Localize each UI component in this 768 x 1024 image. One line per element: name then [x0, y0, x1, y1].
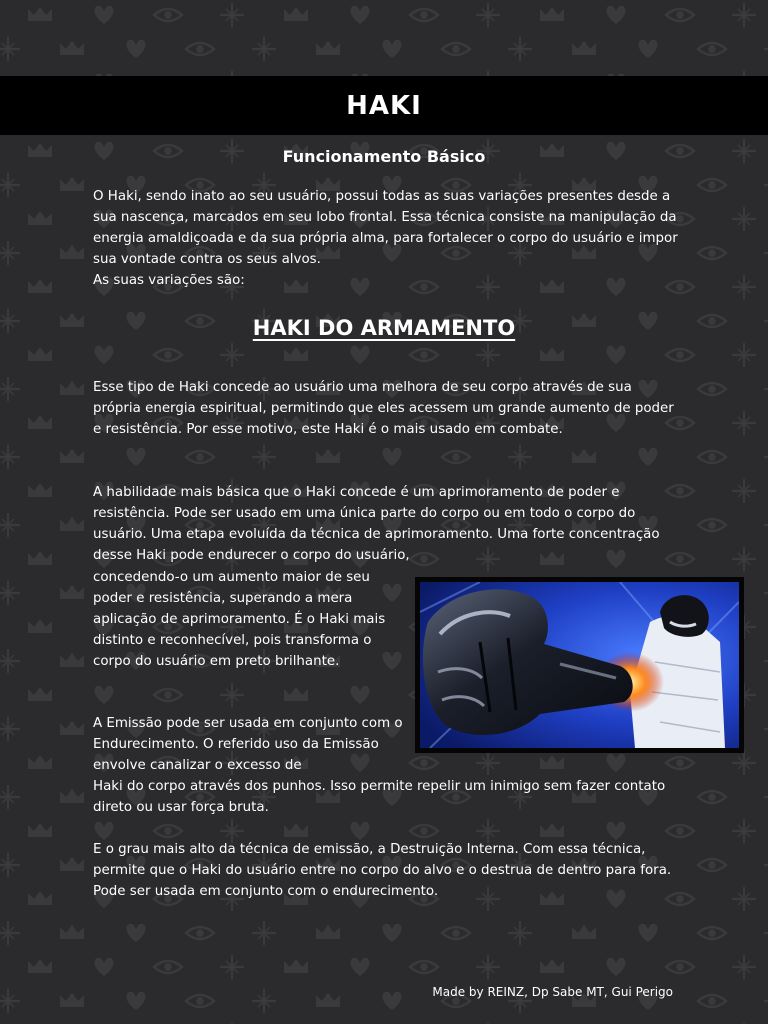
- credits: Made by REINZ, Dp Sabe MT, Gui Perigo: [432, 985, 673, 999]
- intro-paragraph: [93, 186, 683, 291]
- illustration-frame: [415, 577, 744, 753]
- intro-list-lead: As suas variações são:: [93, 273, 245, 288]
- paragraph-3-wrap: A Emissão pode ser usada em conjunto com o Endurecimento. O referido uso da Emissão envolve canalizar o excesso de: [93, 716, 403, 773]
- intro-text: O Haki, sendo inato ao seu usuário, possui todas as suas variações presentes desde a sua nascença, marcados em seu lobo frontal. Essa técnica consiste na manipulação da energia amaldiçoada e da sua própria alma, para fortalecer o corpo do usuário e impor sua vontade contra os seus alvos.: [93, 189, 678, 267]
- paragraph-2-wrap: concedendo-o um aumento maior de seu poder e resistência, superando a mera aplicação de aprimoramento. É o Haki mais distinto e reconhecível, pois transforma o corpo do usuário em preto brilhante.: [93, 570, 386, 669]
- paragraph-4: E o grau mais alto da técnica de emissão, a Destruição Interna. Com essa técnica, permite que o Haki do usuário entre no corpo do alvo e o destrua de dentro para fora. Pode ser usada em conjunto com o endurecimento.: [93, 842, 672, 899]
- section-heading: HAKI DO ARMAMENTO: [252, 316, 516, 340]
- illustration-armament-fist: [420, 582, 739, 748]
- paragraph-3-rest: Haki do corpo através dos punhos. Isso permite repelir um inimigo sem fazer contato direto ou usar força bruta.: [93, 779, 666, 815]
- paragraph-2: A habilidade mais básica que o Haki concede é um aprimoramento de poder e resistência. Pode ser usado em uma única parte do corpo ou em todo o corpo do usuário. Uma etapa evoluída da técnica de aprimoramento. Uma forte concentração desse Haki pode endurecer o corpo do usuário,: [93, 485, 660, 563]
- page-title: HAKI: [346, 90, 422, 121]
- paragraph-1: Esse tipo de Haki concede ao usuário uma melhora de seu corpo através de sua própria energia espiritual, permitindo que eles acessem um grande aumento de poder e resistência. Por esse motivo, este Haki é o mais usado em combate.: [93, 380, 674, 437]
- intro-heading: Funcionamento Básico: [282, 147, 486, 166]
- title-bar: [0, 76, 768, 135]
